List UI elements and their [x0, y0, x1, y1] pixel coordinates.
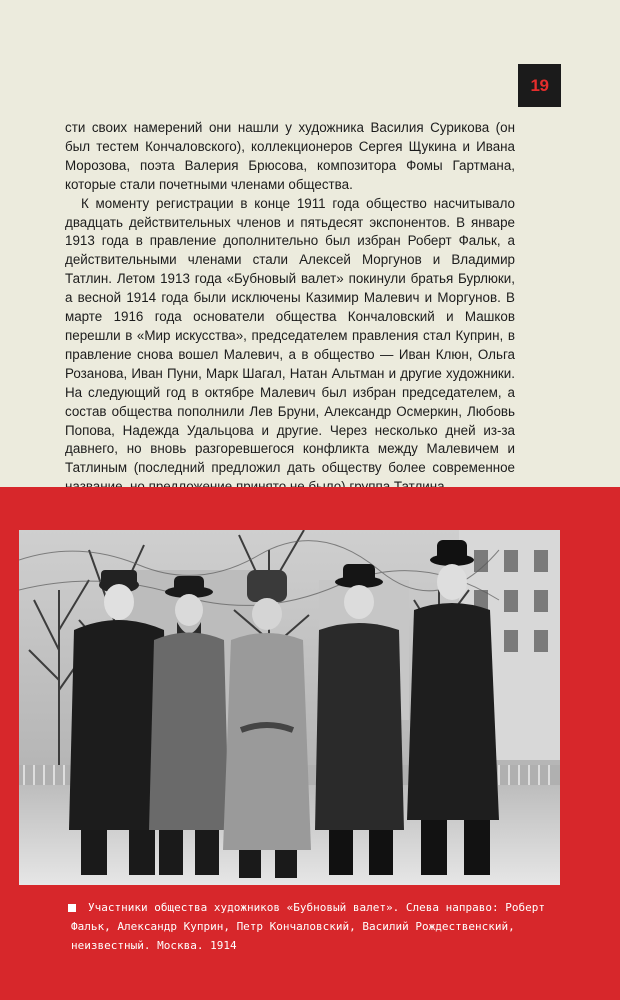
photo-caption: [71, 898, 551, 955]
page-number: 19: [518, 64, 561, 107]
paragraph-continuation: сти своих намерений они нашли у художника Василия Сурикова (он был тестем Кончаловского), коллекционеров Сергея Щукина и Ивана Морозова, поэта Валерия Брюсова, композитора Фомы Гартмана, которые стали почетными членами общества.: [65, 120, 515, 192]
caption-text: Участники общества художников «Бубновый валет». Слева направо: Роберт Фальк, Александр Куприн, Петр Кончаловский, Василий Рождественский, неизвестный. Москва. 1914: [71, 901, 545, 952]
historical-group-photo: [19, 530, 560, 885]
paragraph-registration: К моменту регистрации в конце 1911 года общество насчитывало двадцать действительных членов и пятьдесят экспонентов. В январе 1913 года в правление дополнительно был избран Роберт Фальк, а действительными членами стали Алексей Моргунов и Владимир Татлин. Летом 1913 года «Бубновый валет» покинули братья Бурлюки, а весной 1914 года были исключены Казимир Малевич и Моргунов. В марте 1916 года основатели общества Кончаловский и Машков перешли в «Мир искусства», председателем правления стал Куприн, в правление снова вошел Малевич, а в общество — Иван Клюн, Ольга Розанова, Иван Пуни, Марк Шагал, Натан Альтман и другие художники. На следующий год в октябре Малевич был избран председателем, а состав общества пополнили Лев Бруни, Александр Осмеркин, Любовь Попова, Надежда Удальцова и другие. Через несколько дней из-за давнего, но вновь разгоревшегося конфликта между Малевичем и Татлиным (последний предложил дать обществу более современное: [65, 195, 515, 476]
body-text: [65, 119, 515, 497]
photo-group-portrait-icon: [19, 530, 560, 885]
